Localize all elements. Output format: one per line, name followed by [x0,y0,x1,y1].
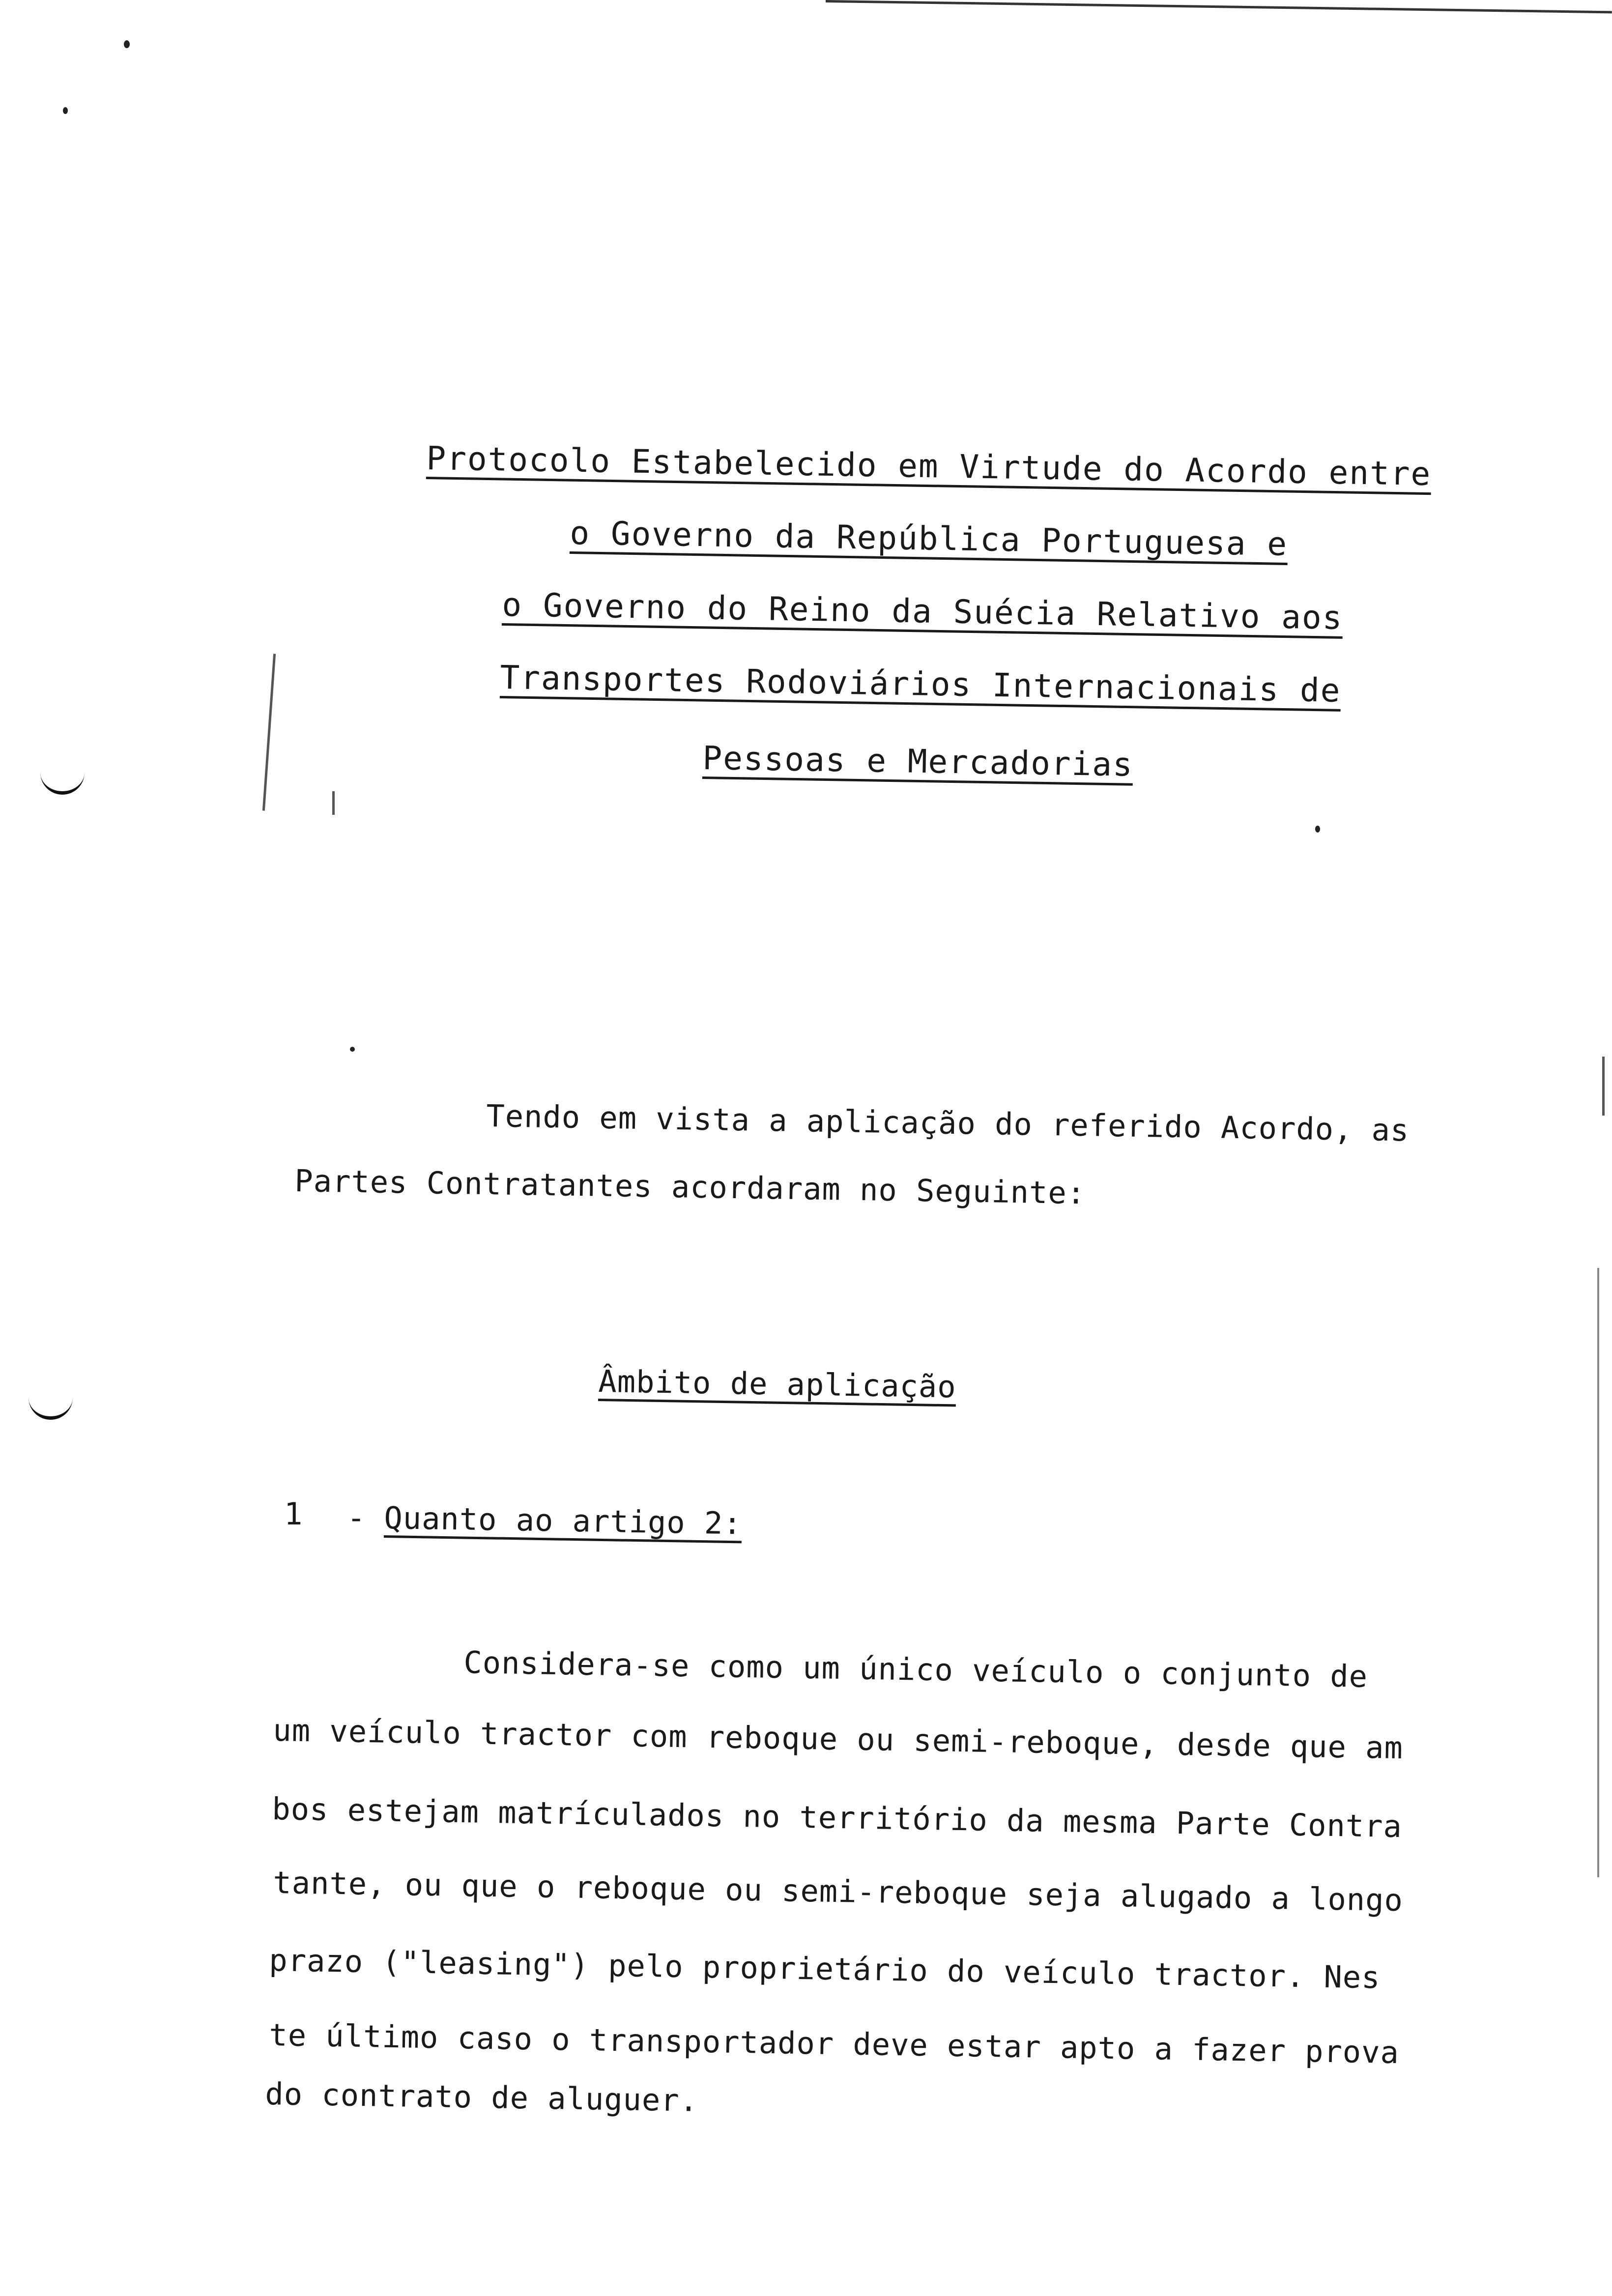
scan-side-line [1597,1268,1599,1877]
punch-hole-mark [29,1397,73,1420]
scan-speck [350,1047,355,1052]
item-text-line-5: prazo ("leasing") pelo proprietário do veículo tractor. Nes [268,1942,1381,1996]
title-line-2: o Governo da República Portuguesa e [570,517,1288,565]
scan-speck [124,40,130,48]
title-line-4: Transportes Rodoviários Internacionais de [500,661,1341,712]
item-text-line-4: tante, ou que o reboque ou semi-reboque seja alugado a longo [272,1865,1404,1919]
title-line-5: Pessoas e Mercadorias [702,742,1134,786]
punch-hole-mark [40,772,85,795]
scan-speck [63,107,68,114]
item-text-line-3: bos estejam matrículados no território da mesma Parte Contra [271,1791,1403,1845]
scan-speck [1315,826,1320,832]
item-text-line-7: do contrato de aluguer. [264,2076,699,2119]
intro-line-1: Tendo em vista a aplicação do referido Acordo, as [486,1098,1410,1148]
intro-line-2: Partes Contratantes acordaram no Seguinte: [294,1163,1086,1211]
item-text-line-6: te último caso o transportador deve estar apto a fazer prova [268,2017,1400,2071]
scan-side-line [1602,1057,1605,1116]
item-number: 1 [284,1496,303,1532]
scan-side-line [332,791,335,815]
item-text-line-2: um veículo tractor com reboque ou semi-reboque, desde que am [272,1712,1404,1766]
title-line-1: Protocolo Estabelecido em Virtude do Acordo entre [426,442,1432,495]
scan-side-line [262,654,276,811]
section-heading: Âmbito de aplicação [598,1366,956,1406]
item-dash: - [347,1500,366,1536]
item-heading: Quanto ao artigo 2: [384,1503,742,1543]
scan-edge-line [826,0,1612,13]
item-text-line-1: Considera-se como um único veículo o conjunto de [463,1644,1368,1694]
title-line-3: o Governo do Reino da Suécia Relativo aos [502,589,1343,639]
